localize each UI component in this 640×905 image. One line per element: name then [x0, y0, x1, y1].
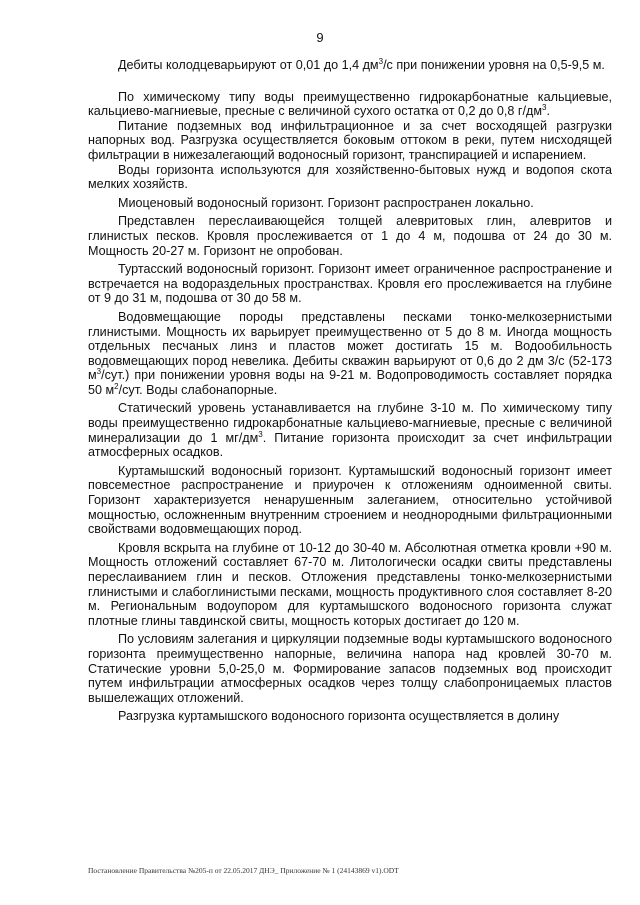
document-footer: Постановление Правительства №205-п от 22.05.2017 ДНЭ_ Приложение № 1 (24143869 v1).ODT — [88, 866, 399, 875]
paragraph-turtas-rocks: Водовмещающие породы представлены песками тонко-мелкозернистыми глинистыми. Мощность их варьирует преимущественно от 5 до 8 м. Иногда мощность отдельных песчаных линз и пластов может достигать 15 м. Водообильность водовмещающих пород невелика. Дебиты скважин варьируют от 0,6 до 2 дм 3/с (52-173 $м^3/сут$.) при понижении уровня воды на 9-21 м. Водопроводимость составляет порядка 50 $м^2$/сут. Воды слабонапорные. — [88, 309, 612, 397]
page-number: 9 — [316, 30, 324, 45]
paragraph-miocene-description: Представлен переслаивающейся толщей алевритовых глин, алевритов и глинистых песков. Кровля прослеживается от 1 до 4 м, подошва от 24 до 30 м. Мощность 20-27 м. Горизонт не опробован. — [88, 214, 612, 258]
paragraph-recharge: Питание подземных вод инфильтрационное и за счет восходящей разгрузки напорных вод. Разгрузка осуществляется боковым оттоком в реки, путем нисходящей фильтрации в нижезалегающий водоносный горизонт, транспирацией и испарением. — [88, 118, 612, 162]
paragraph-kurtamysh-heading: Куртамышский водоносный горизонт. Куртамышский водоносный горизонт имеет повсеместное распространение и приурочен к отложениям одноименной свиты. Горизонт характеризуется ненарушенным залеганием, относительно устойчивой мощностью, осложненным внутренним строением и неоднородными фильтрационными свойствами водовмещающих пород. — [88, 463, 612, 537]
paragraph-static-level: Статический уровень устанавливается на глубине 3-10 м. По химическому типу воды преимущественно гидрокарбонатные кальциево-магниевые, пресные с величиной минерализации до 1 $мг/дм^3$. Питание горизонта происходит за счет инфильтрации атмосферных осадков. — [88, 401, 612, 460]
paragraph-kurtamysh-conditions: По условиям залегания и циркуляции подземные воды куртамышского водоносного горизонта преимущественно напорные, величина напора над кровлей 30-70 м. Статические уровни 5,0-25,0 м. Формирование запасов подземных вод происходит путем инфильтрации атмосферных осадков через толщу слабопроницаемых пластов вышележащих отложений. — [88, 632, 612, 705]
paragraph-chemical-type: По химическому типу воды преимущественно гидрокарбонатные кальциевые, кальциево-магниевые, пресные с величиной сухого остатка от 0,2 до 0,8 $г/дм^3$. — [88, 89, 612, 119]
paragraph-well-discharge: Дебиты колодцеварьируют от 0,01 до 1,4 $дм^3/с$ при понижении уровня на 0,5-9,5 м. — [118, 56, 605, 72]
document-body — [88, 58, 612, 724]
paragraph-turtas-heading: Туртасский водоносный горизонт. Горизонт имеет ограниченное распространение и встречается на водораздельных пространствах. Кровля его прослеживается на глубине от 9 до 31 м, подошва от 30 до 58 м. — [88, 262, 612, 306]
paragraph-miocene-heading: Миоценовый водоносный горизонт. Горизонт распространен локально. — [118, 195, 534, 210]
paragraph-kurtamysh-discharge: Разгрузка куртамышского водоносного горизонта осуществляется в долину — [118, 709, 560, 724]
paragraph-water-use: Воды горизонта используются для хозяйственно-бытовых нужд и водопоя скота мелких хозяйств. — [88, 162, 612, 192]
paragraph-kurtamysh-roof: Кровля вскрыта на глубине от 10-12 до 30-40 м. Абсолютная отметка кровли +90 м. Мощность отложений составляет 67-70 м. Литологически осадки свиты представлены переслаиванием глин и песков. Отложения представлены тонко-мелкозернистыми глинистыми и слабоглинистыми песками, мощность продуктивного слоя составляет 8-20 м. Региональным водоупором для куртамышского водоносного горизонта служат плотные глины тавдинской свиты, мощность которых достигает до 120 м. — [88, 540, 612, 628]
